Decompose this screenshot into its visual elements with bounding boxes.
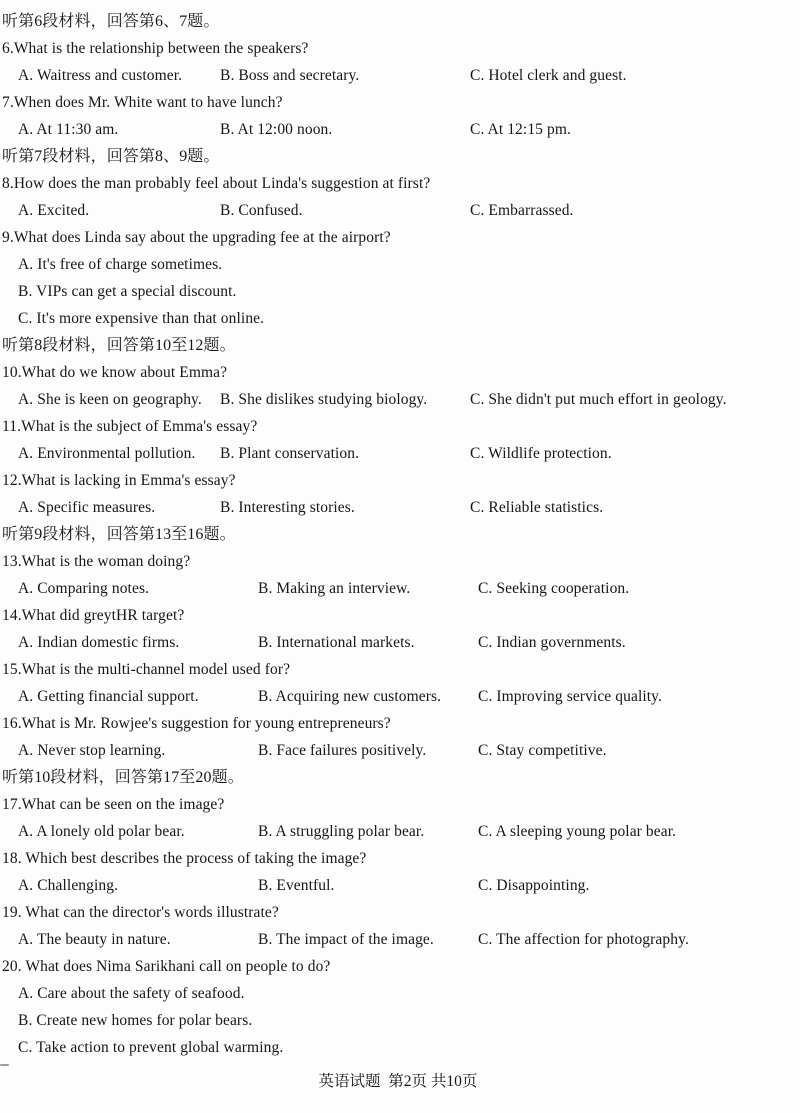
options-row [2, 575, 794, 602]
options-row [2, 683, 794, 710]
option-b: B. VIPs can get a special discount. [18, 283, 237, 300]
question-text: 8.How does the man probably feel about Linda's suggestion at first? [2, 175, 431, 192]
question-text: 6.What is the relationship between the speakers? [2, 40, 309, 57]
option-a: A. Comparing notes. [18, 580, 150, 597]
section-header: 听第9段材料，回答第13至16题。 [2, 526, 236, 543]
option-b: B. Boss and secretary. [220, 67, 360, 84]
question-text: 9.What does Linda say about the upgrading fee at the airport? [2, 229, 391, 246]
option-c: C. Indian governments. [478, 634, 626, 651]
option-a: A. Environmental pollution. [18, 445, 196, 462]
option-a: A. It's free of charge sometimes. [18, 256, 223, 273]
question-text: 14.What did greytHR target? [2, 607, 185, 624]
question-text: 18. Which best describes the process of taking the image? [2, 850, 367, 867]
option-c: C. She didn't put much effort in geology. [470, 391, 727, 408]
option-c: C. Take action to prevent global warming. [18, 1039, 284, 1056]
options-row [2, 440, 794, 467]
option-c: C. Stay competitive. [478, 742, 607, 759]
option-c: C. Hotel clerk and guest. [470, 67, 627, 84]
option-b: B. Acquiring new customers. [258, 688, 442, 705]
option-c: C. A sleeping young polar bear. [478, 823, 677, 840]
option-b: B. At 12:00 noon. [220, 121, 333, 138]
options-row [2, 62, 794, 89]
option-b: B. The impact of the image. [258, 931, 434, 948]
options-row [2, 494, 794, 521]
option-c: C. Wildlife protection. [470, 445, 612, 462]
option-a: A. Excited. [18, 202, 90, 219]
section-header: 听第6段材料，回答第6、7题。 [2, 13, 220, 30]
options-row [2, 818, 794, 845]
option-a: A. At 11:30 am. [18, 121, 119, 138]
option-c: C. Seeking cooperation. [478, 580, 630, 597]
option-c: C. The affection for photography. [478, 931, 689, 948]
option-a: A. Indian domestic firms. [18, 634, 180, 651]
option-a: A. A lonely old polar bear. [18, 823, 185, 840]
options-row [2, 926, 794, 953]
option-c: C. Disappointing. [478, 877, 590, 894]
option-c: C. Reliable statistics. [470, 499, 604, 516]
option-a: A. Specific measures. [18, 499, 156, 516]
option-a: A. The beauty in nature. [18, 931, 171, 948]
option-a: A. Never stop learning. [18, 742, 166, 759]
section-header: 听第7段材料，回答第8、9题。 [2, 148, 220, 165]
question-text: 13.What is the woman doing? [2, 553, 191, 570]
option-b: B. A struggling polar bear. [258, 823, 425, 840]
section-header: 听第10段材料，回答第17至20题。 [2, 769, 244, 786]
option-b: B. Create new homes for polar bears. [18, 1012, 253, 1029]
options-row [2, 629, 794, 656]
option-a: A. She is keen on geography. [18, 391, 202, 408]
question-text: 17.What can be seen on the image? [2, 796, 225, 813]
option-b: B. Interesting stories. [220, 499, 355, 516]
option-c: C. Improving service quality. [478, 688, 662, 705]
option-b: B. Making an interview. [258, 580, 411, 597]
option-c: C. It's more expensive than that online. [18, 310, 265, 327]
option-b: B. International markets. [258, 634, 415, 651]
question-text: 10.What do we know about Emma? [2, 364, 228, 381]
option-a: A. Getting financial support. [18, 688, 199, 705]
options-row [2, 737, 794, 764]
question-text: 7.When does Mr. White want to have lunch? [2, 94, 283, 111]
option-a: A. Challenging. [18, 877, 119, 894]
scan-artifact-mark [0, 1064, 9, 1066]
option-c: C. Embarrassed. [470, 202, 574, 219]
option-b: B. She dislikes studying biology. [220, 391, 428, 408]
options-row [2, 197, 794, 224]
option-b: B. Face failures positively. [258, 742, 427, 759]
question-text: 15.What is the multi-channel model used for? [2, 661, 291, 678]
option-a: A. Waitress and customer. [18, 67, 183, 84]
question-text: 20. What does Nima Sarikhani call on people to do? [2, 958, 331, 975]
option-c: C. At 12:15 pm. [470, 121, 571, 138]
option-b: B. Confused. [220, 202, 303, 219]
page-footer: 英语试题 第2页 共10页 [318, 1073, 478, 1090]
question-text: 11.What is the subject of Emma's essay? [2, 418, 258, 435]
options-row [2, 116, 794, 143]
question-text: 16.What is Mr. Rowjee's suggestion for young entrepreneurs? [2, 715, 391, 732]
options-row [2, 872, 794, 899]
question-text: 19. What can the director's words illustrate? [2, 904, 279, 921]
option-a: A. Care about the safety of seafood. [18, 985, 245, 1002]
option-b: B. Plant conservation. [220, 445, 360, 462]
question-text: 12.What is lacking in Emma's essay? [2, 472, 236, 489]
section-header: 听第8段材料，回答第10至12题。 [2, 337, 236, 354]
options-row [2, 386, 794, 413]
option-b: B. Eventful. [258, 877, 335, 894]
